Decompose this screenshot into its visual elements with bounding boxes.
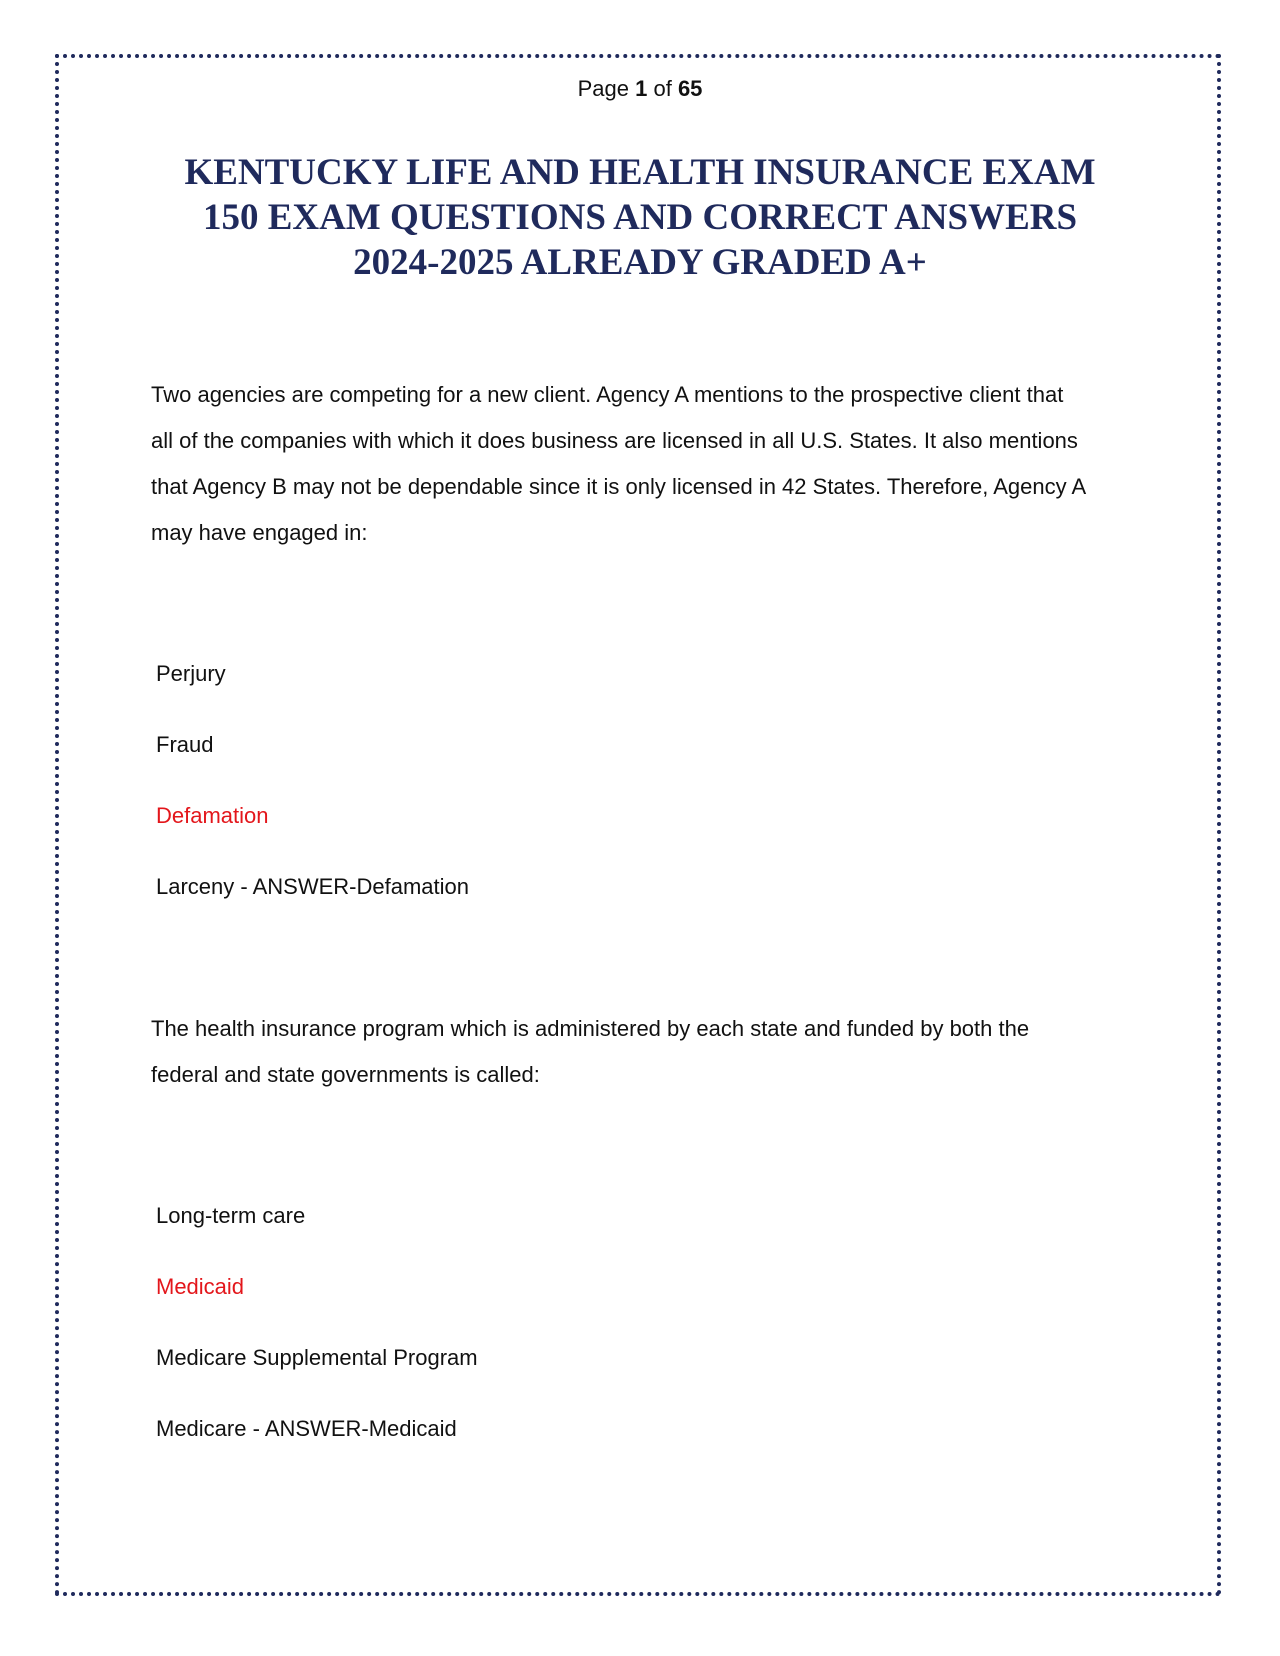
title-line: 150 EXAM QUESTIONS AND CORRECT ANSWERS: [202, 197, 1078, 238]
total-pages-number: 65: [677, 76, 703, 101]
page-indicator: [0, 76, 1280, 102]
page-of-label: of: [653, 76, 672, 101]
question-line: may have engaged in:: [151, 520, 368, 545]
page-label: Page: [577, 76, 629, 101]
question-2-answer-line: Medicare - ANSWER-Medicaid: [156, 1416, 457, 1441]
current-page-number: 1: [635, 76, 648, 101]
document-title: [100, 150, 1180, 285]
title-line: 2024-2025 ALREADY GRADED A+: [353, 242, 927, 283]
question-line: The health insurance program which is administered by each state and funded by both the: [151, 1016, 1030, 1041]
question-line: federal and state governments is called:: [151, 1062, 540, 1087]
question-1-answer-line: Larceny - ANSWER-Defamation: [156, 874, 469, 899]
question-2-option: Medicare Supplemental Program: [156, 1345, 478, 1370]
question-1-text: [151, 372, 1131, 556]
question-2-text: [151, 1006, 1131, 1098]
question-1-option: Perjury: [156, 661, 226, 686]
question-2-option: Long-term care: [156, 1203, 306, 1228]
question-1-option: Fraud: [156, 732, 214, 757]
question-2-correct-option: Medicaid: [156, 1274, 245, 1299]
question-line: that Agency B may not be dependable since it is only licensed in 42 States. Therefore, Agency A: [151, 474, 1087, 499]
question-1-correct-option: Defamation: [156, 803, 269, 828]
title-line: KENTUCKY LIFE AND HEALTH INSURANCE EXAM: [184, 152, 1096, 193]
question-line: all of the companies with which it does business are licensed in all U.S. States. It also mentions: [151, 428, 1078, 453]
question-line: Two agencies are competing for a new client. Agency A mentions to the prospective client that: [151, 382, 1064, 407]
